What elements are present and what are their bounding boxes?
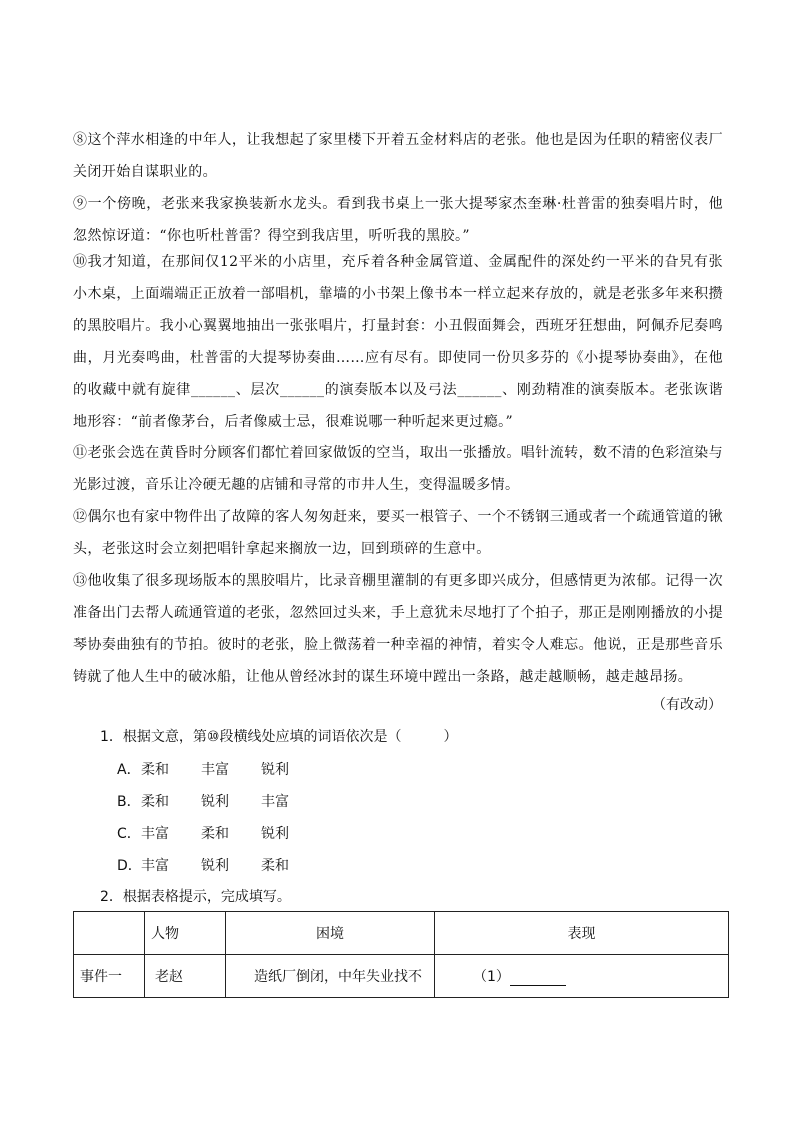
fill-in-table: [73, 911, 729, 998]
table-header-cell: 困境: [226, 912, 435, 955]
blank-label: （1）: [473, 969, 510, 985]
option-c[interactable]: [117, 822, 321, 846]
answer-cell[interactable]: [435, 955, 729, 998]
paragraph-13: ⑬他收集了很多现场版本的黑胶唱片，比录音棚里灌制的有更多即兴成分，但感情更为浓郁。记得一次准备出门去帮人疏通管道的老张，忽然回过头来，手上意犹未尽地打了个拍子，那正是刚刚播放的小提琴协奏曲独有的节拍。彼时的老张，脸上微荡着一种幸福的神情，着实令人难忘。他说，正是那些音乐铸就了他人生中的破冰船，让他从曾经冰封的谋生环境中蹚出一条路，越走越顺畅，越走越昂扬。: [73, 573, 723, 685]
answer-blank[interactable]: [510, 971, 566, 986]
table-header-cell: 人物: [145, 912, 226, 955]
table-header-row: [74, 912, 729, 955]
option-letter: D．: [117, 858, 142, 874]
option-word: 柔和: [141, 762, 169, 778]
option-word: 柔和: [201, 826, 229, 842]
option-letter: A．: [117, 762, 141, 778]
option-word: 丰富: [141, 826, 169, 842]
paragraph-9: ⑨一个傍晚，老张来我家换装新水龙头。看到我书桌上一张大提琴家杰奎琳·杜普雷的独奏唱片时，他忽然惊讶道：“你也听杜普雷？得空到我店里，听听我的黑胶。”: [73, 196, 723, 244]
option-word: 丰富: [261, 794, 289, 810]
option-word: 丰富: [141, 858, 169, 874]
option-word: 柔和: [141, 794, 169, 810]
event-label: 事件一: [74, 955, 145, 998]
table-row: [74, 955, 729, 998]
question-1-prompt: 1．根据文意，第⑩段横线处应填的词语依次是（ ）: [100, 729, 458, 745]
table-header-cell: [74, 912, 145, 955]
option-a[interactable]: [117, 758, 321, 782]
paragraph-12: ⑫偶尔也有家中物件出了故障的客人匆匆赶来，要买一根管子、一个不锈钢三通或者一个疏通管道的锹头，老张这时会立刻把唱针拿起来搁放一边，回到琐碎的生意中。: [73, 509, 723, 557]
option-word: 丰富: [201, 762, 229, 778]
option-letter: C．: [117, 826, 141, 842]
option-word: 锐利: [201, 794, 229, 810]
person-cell: 老赵: [145, 955, 226, 998]
option-letter: B．: [117, 794, 141, 810]
question-2-prompt: 2．根据表格提示，完成填写。: [100, 889, 291, 905]
paragraph-10: ⑩我才知道，在那间仅12平米的小店里，充斥着各种金属管道、金属配件的深处约一平米的旮旯有张小木桌，上面端端正正放着一部唱机，靠墙的小书架上像书本一样立起来存放的，就是老张多年来积攒的黑胶唱片。我小心翼翼地抽出一张张唱片，打量封套：小丑假面舞会，西班牙狂想曲，阿佩乔尼奏鸣曲，月光奏鸣曲，杜普雷的大提琴协奏曲……应有尽有。即使同一份贝多芬的《小提琴协奏曲》，在他的收藏中就有旋律______、层次______的演奏版本以及弓法______、刚劲精准的演奏版本。老张诙谐地形容：“前者像茅台，后者像威士忌，很难说哪一种听起来更过瘾。”: [73, 254, 723, 430]
option-word: 锐利: [201, 858, 229, 874]
plight-cell: 造纸厂倒闭，中年失业找不: [226, 955, 435, 998]
source-credit: （有改动）: [652, 697, 722, 713]
table-header-cell: 表现: [435, 912, 729, 955]
paragraph-11: ⑪老张会选在黄昏时分顾客们都忙着回家做饭的空当，取出一张播放。唱针流转，数不清的色彩渲染与光影过渡，音乐让冷硬无趣的店铺和寻常的市井人生，变得温暖多情。: [73, 445, 723, 493]
option-word: 柔和: [261, 858, 289, 874]
option-word: 锐利: [261, 826, 289, 842]
option-word: 锐利: [261, 762, 289, 778]
option-d[interactable]: [117, 854, 321, 878]
paragraph-8: ⑧这个萍水相逢的中年人，让我想起了家里楼下开着五金材料店的老张。他也是因为任职的精密仪表厂关闭开始自谋职业的。: [73, 132, 723, 180]
option-b[interactable]: [117, 790, 321, 814]
